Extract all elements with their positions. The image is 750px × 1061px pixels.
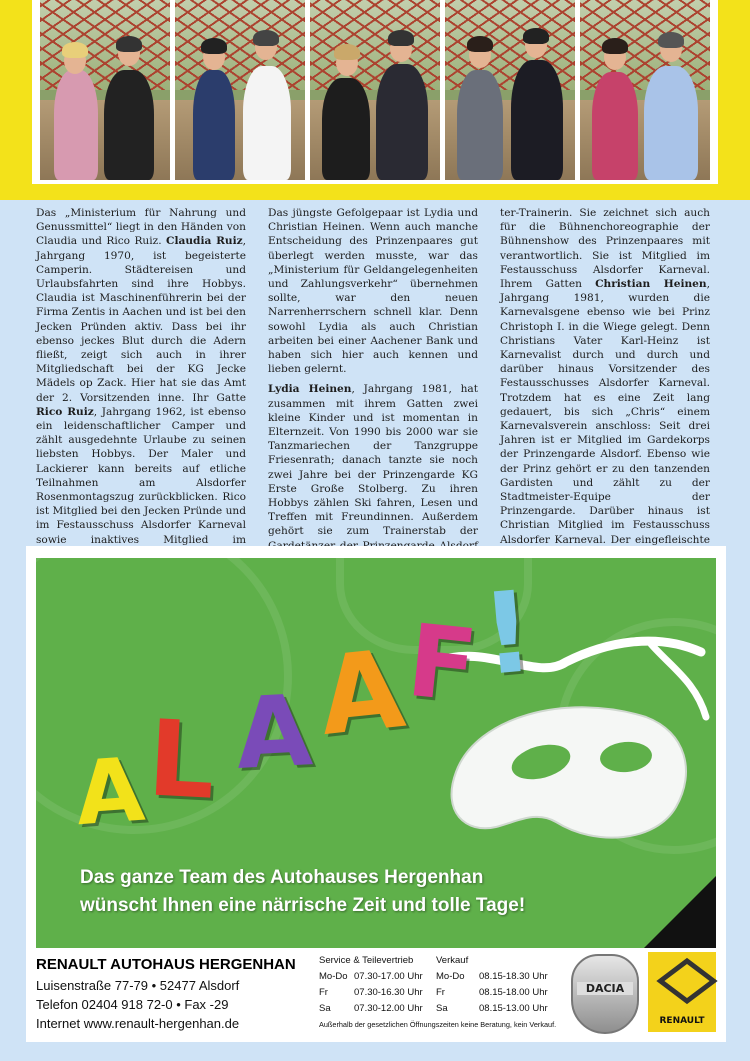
renault-logo: RENAULT — [648, 952, 716, 1032]
alaaf-letter: ! — [476, 567, 539, 701]
article-text — [36, 206, 716, 546]
article-column-1: Das „Ministerium für Nahrung und Genussmittel“ liegt in den Händen von Claudia und Rico Ruiz. Claudia Ruiz, Jahrgang 1970, ist begeisterte Camperin. Städtereisen und Urlaubsfahrten sind ihre Hobbys. Claudia ist Maschinenführerin bei der Firma Zentis in Aachen und ist bei den Jecken Pründen aktiv. Dass bei ihr ebenso jeckes Blut durch die Adern fließt, zeigt sich auch in ihrer Mitgliedschaft bei der KG Jecke Mädels op Zack. Hier hat sie das Amt der 2. Vorsitzenden inne. Ihr Gatte Rico Ruiz, Jahrgang 1962, ist ebenso ein leidenschaftlicher Camper und zählt ausgedehnte Urlaube zu seinen liebsten Hobbys. Der Maler und Lackierer kann bereits auf etliche Teilnahmen am Alsdorfer Rosenmontagszug zurückblicken. Rico ist Mitglied bei den Jecken Pründe und im Festausschuss Alsdorfer Karneval sowie inaktives Mitglied im — [36, 207, 246, 546]
photo-couple-heinen — [445, 0, 575, 180]
article-column-2: Das jüngste Gefolgepaar ist Lydia und Christian Heinen. Wenn auch manche Entscheidung des Prinzenpaares gut überlegt werden musste, war das „Ministerium für Geldangelegenheiten und Zahlungsverkehr“ übernehmen sollte, war den neuen Narrenherrschern schnell klar. Denn sowohl Lydia als auch Christian arbeiten bei einer Aachener Bank und haben sich hier auch kennen und lieben gelernt. Lydia Heinen, Jahrgang 1981, hat zusammen mit ihrem Gatten zwei kleine Kinder und ist momentan in Elternzeit. Von 1990 bis 2000 war sie Tanzmariechen der Tanzgruppe Friesenrath; danach tanzte sie noch zwei Jahre bei der Prinzengarde KG Erste Große Stolberg. Zu ihren Hobbys zählen Ski fahren, Lesen und Treffen mit Freundinnen. Außerdem gehört sie zum Trainerstab der — [268, 207, 478, 538]
service-time: 07.30-16.30 Uhr — [354, 987, 423, 998]
sales-day: Mo-Do — [436, 971, 465, 982]
company-website[interactable]: Internet www.renault-hergenhan.de — [36, 1016, 240, 1031]
hours-note: Außerhalb der gesetzlichen Öffnungszeiten keine Beratung, kein Verkauf. — [319, 1020, 557, 1029]
renault-diamond-icon — [656, 958, 717, 1004]
service-time: 07.30-12.00 Uhr — [354, 1003, 423, 1014]
service-heading: Service & Teilevertrieb — [319, 955, 414, 966]
service-day: Sa — [319, 1003, 331, 1014]
photo-couple-3 — [310, 0, 440, 180]
company-name: RENAULT AUTOHAUS HERGENHAN — [36, 956, 296, 973]
ad-footer — [36, 948, 716, 1042]
advertisement — [26, 546, 726, 1042]
service-day: Mo-Do — [319, 971, 348, 982]
service-time: 07.30-17.00 Uhr — [354, 971, 423, 982]
service-day: Fr — [319, 987, 328, 998]
photo-strip — [32, 0, 718, 184]
alaaf-letter: A — [233, 674, 315, 792]
sales-day: Sa — [436, 1003, 448, 1014]
person-name: Claudia Ruiz — [166, 235, 243, 248]
alaaf-letter: A — [313, 626, 410, 761]
ad-greeting: Das ganze Team des Autohauses Hergenhan wünscht Ihnen eine närrische Zeit und tolle Tage! — [80, 867, 526, 916]
ad-banner — [36, 558, 716, 948]
photo-couple-5 — [580, 0, 710, 180]
sales-heading: Verkauf — [436, 955, 469, 966]
photo-couple-ruiz — [40, 0, 170, 180]
dacia-logo: DACIA — [571, 954, 639, 1034]
sales-time: 08.15-18.30 Uhr — [479, 971, 548, 982]
sales-day: Fr — [436, 987, 445, 998]
person-name: Rico Ruiz — [36, 405, 94, 418]
photo-couple-2 — [175, 0, 305, 180]
alaaf-letter: L — [144, 697, 219, 823]
person-name: Christian Heinen — [595, 278, 707, 291]
article-column-3: ter-Trainerin. Sie zeichnet sich auch für die Bühnenchoreographie der Bühnenshow des Prinzenpaares mit verantwortlich. Sie ist Mitglied im Festausschuss Alsdorfer Karneval. Ihrem Gatten Christian Heinen, Jahrgang 1981, wurden die Karnevalsgene ebenso wie bei Prinz Christoph I. in die Wiege gelegt. Denn Christians Vater Karl-Heinz ist Karnevalist durch und durch und darüber hinaus Vorsitzender des Festausschusses Alsdorfer Karneval. Trotzdem hat es eine Zeit lang gedauert, bis sich „Chris“ einem Karnevalsverein anschloss: Seit drei Jahren ist er Mitglied im Gardekorps der Prinzengarde Alsdorf. Ebenso wie der Prinz gehört er zu den tanzenden Gardisten und zählt zu der Stadtmeister-Equipe der Prinzengarde. Darüber hinaus ist Christian Mitglied im Festausschuss Alsdorfer Karneval. Der eingefleischte — [500, 207, 711, 546]
black-corner — [644, 876, 716, 948]
company-address: Luisenstraße 77-79 • 52477 Alsdorf — [36, 978, 240, 993]
sales-time: 08.15-18.00 Uhr — [479, 987, 548, 998]
alaaf-letter: F — [402, 601, 483, 726]
person-name: Lydia Heinen — [268, 383, 352, 396]
sales-time: 08.15-13.00 Uhr — [479, 1003, 548, 1014]
company-phone: Telefon 02404 918 72-0 • Fax -29 — [36, 997, 229, 1012]
alaaf-letter: A — [72, 737, 148, 846]
